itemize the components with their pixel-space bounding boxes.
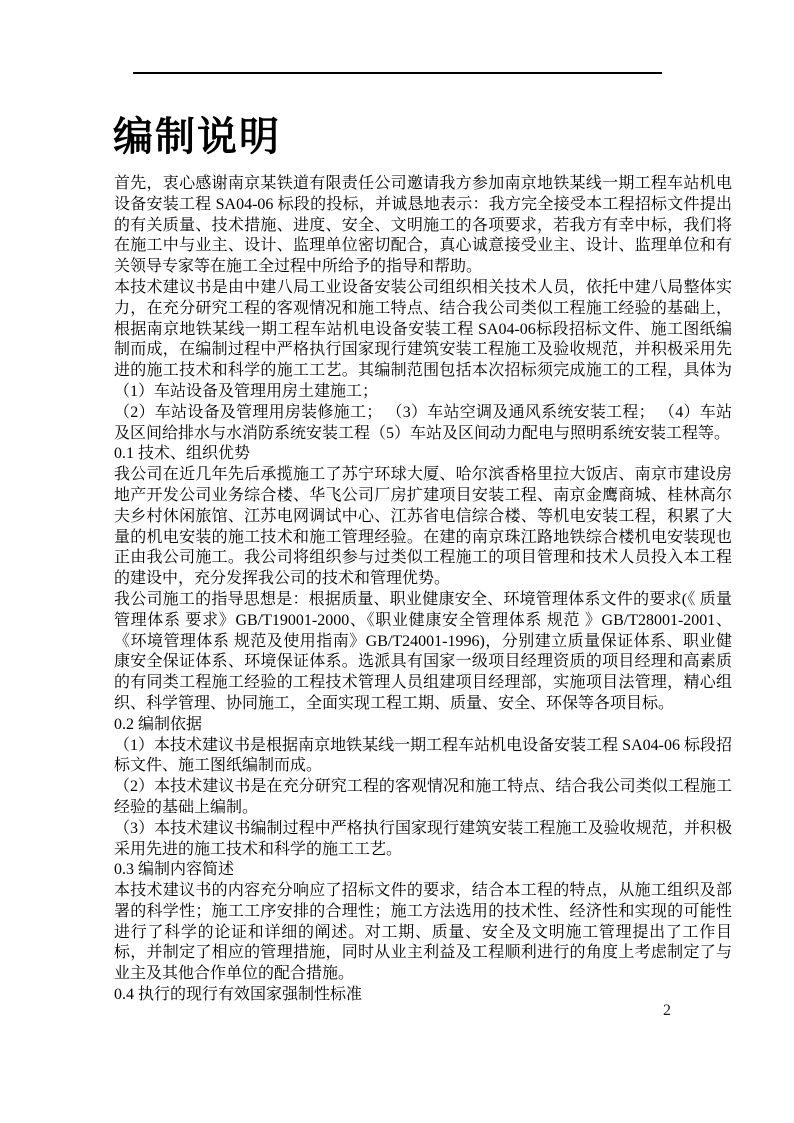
- page-number: 2: [663, 1002, 671, 1019]
- paragraph-basis-item-3: （3）本技术建议书编制过程中严格执行国家现行建筑安装工程施工及验收规范，并积极采用先进的施工技术和科学的施工工艺。: [114, 819, 732, 858]
- paragraph-thanks-intro: 首先，衷心感谢南京某铁道有限责任公司邀请我方参加南京地铁某线一期工程车站机电设备安装工程 SA04-06 标段的投标，并诚恳地表示：我方完全接受本工程招标文件提出的有关质量、技术措施、进度、安全、文明施工的各项要求，若我方有幸中标，我们将在施工中与业主、设计、监理单位密切配合，真心诚意接受业主、设计、监理单位和有关领导专家等在施工全过程中所给予的指导和帮助。: [114, 175, 732, 276]
- paragraph-guiding-principles: 我公司施工的指导思想是：根据质量、职业健康安全、环境管理体系文件的要求(《 质量管理体系 要求》GB/T19001-2000、《职业健康安全管理体系 规范 》GB/T28001-2001、《环境管理体系 规范及使用指南》GB/T24001-1996)，分别建立质量保证体系、职业健康安全保证体系、环境保证体系。选派具有国家一级项目经理资质的项目经理和高素质的有同类工程施工经验的工程技术管理人员组建项目经理部，实施项目法管理，精心组织、科学管理、协同施工，全面实现工程工期、质量、安全、环保等各项目标。: [114, 590, 732, 712]
- paragraph-company-experience: 我公司在近几年先后承揽施工了苏宁环球大厦、哈尔滨香格里拉大饭店、南京市建设房地产开发公司业务综合楼、华飞公司厂房扩建项目安装工程、南京金鹰商城、桂林高尔夫乡村休闲旅馆、江苏电网调试中心、江苏省电信综合楼、等机电安装工程，积累了大量的机电安装的施工技术和施工管理经验。在建的南京珠江路地铁综合楼机电安装现也正由我公司施工。我公司将组织参与过类似工程施工的项目管理和技术人员投入本工程的建设中，充分发挥我公司的技术和管理优势。: [114, 466, 732, 588]
- paragraph-basis-item-2: （2）本技术建议书是在充分研究工程的客观情况和施工特点、结合我公司类似工程施工经验的基础上编制。: [114, 778, 732, 816]
- paragraph-scope-items: （2）车站设备及管理用房装修施工； （3）车站空调及通风系统安装工程； （4）车站及区间给排水与水消防系统安装工程（5）车站及区间动力配电与照明系统安装工程等。: [114, 403, 732, 442]
- section-heading-0-1: 0.1 技术、组织优势: [114, 445, 251, 463]
- section-heading-0-4: 0.4 执行的现行有效国家强制性标准: [114, 986, 363, 1004]
- document-body: [114, 174, 732, 1006]
- paragraph-content-summary: 本技术建议书的内容充分响应了招标文件的要求，结合本工程的特点，从施工组织及部署的科学性；施工工序安排的合理性；施工方法选用的技术性、经济性和实现的可能性进行了科学的论证和详细的阐述。对工期、质量、安全及文明施工管理提出了工作目标，并制定了相应的管理措施，同时从业主利益及工程顺利进行的角度上考虑制定了与业主及其他合作单位的配合措施。: [114, 882, 732, 983]
- section-heading-0-3: 0.3 编制内容简述: [114, 861, 235, 879]
- page-title: 编制说明: [113, 114, 281, 159]
- paragraph-proposal-basis: 本技术建议书是由中建八局工业设备安装公司组织相关技术人员，依托中建八局整体实力，在充分研究工程的客观情况和施工特点、结合我公司类似工程施工经验的基础上，根据南京地铁某线一期工程车站机电设备安装工程 SA04-06标段招标文件、施工图纸编制而成，在编制过程中严格执行国家现行建筑安装工程施工及验收规范，并积极采用先进的施工技术和科学的施工工艺。其编制范围包括本次招标须完成施工的工程，具体为（1）车站设备及管理用房土建施工；: [114, 278, 732, 400]
- section-heading-0-2: 0.2 编制依据: [114, 715, 203, 733]
- header-rule: [133, 72, 662, 74]
- paragraph-basis-item-1: （1）本技术建议书是根据南京地铁某线一期工程车站机电设备安装工程 SA04-06 标段招标文件、施工图纸编制而成。: [114, 736, 732, 775]
